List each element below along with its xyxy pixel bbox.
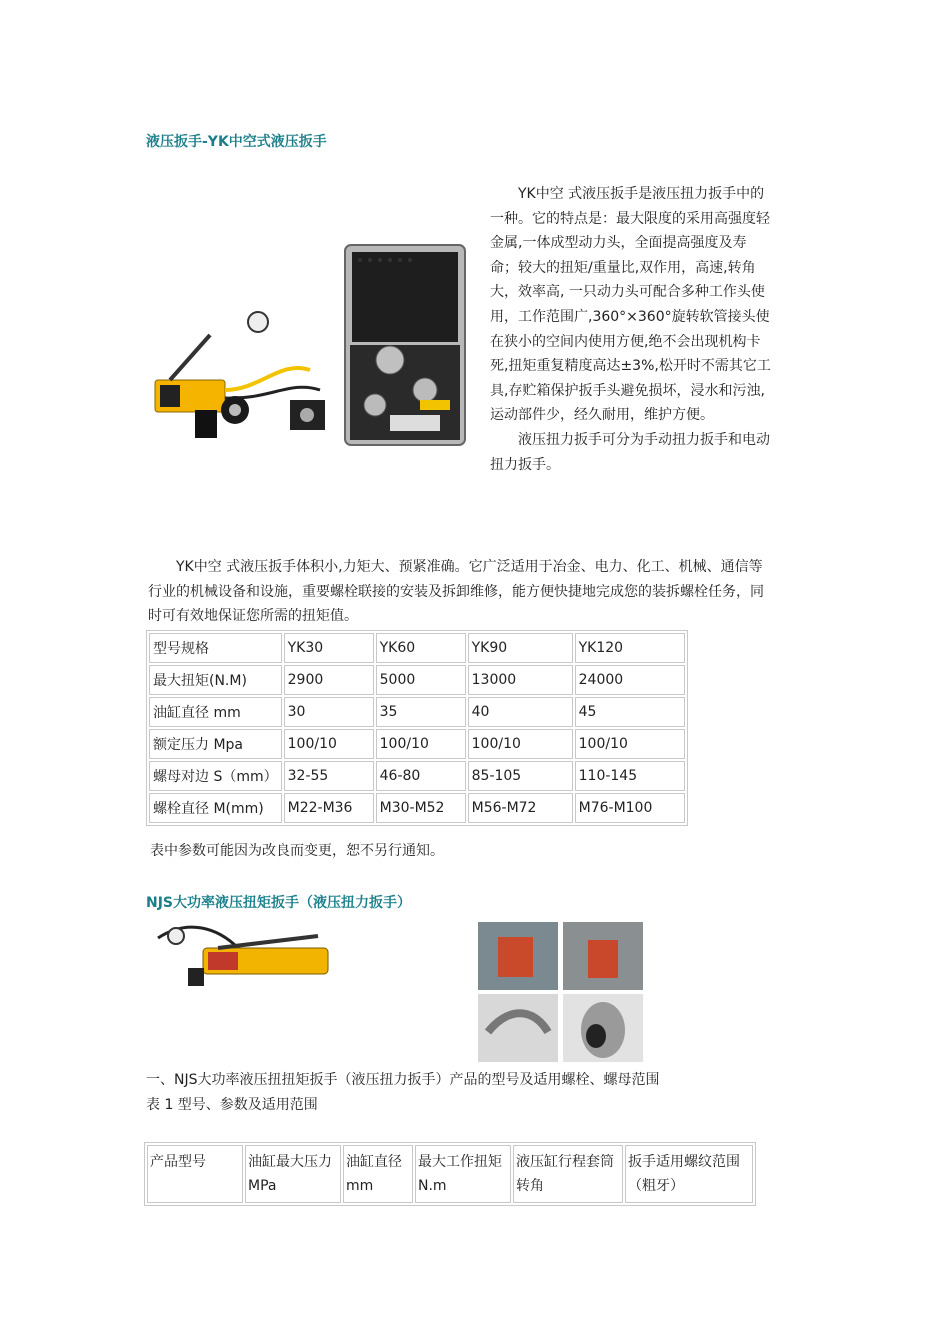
njs-intro-text [146, 1068, 786, 1117]
table-cell: 110-145 [575, 761, 685, 791]
row-label-cell: 油缸直径 mm [149, 697, 282, 727]
njs-line-2: 表 1 型号、参数及适用范围 [146, 1096, 318, 1113]
njs-pump-image [148, 918, 334, 990]
table-row [149, 633, 685, 663]
table-cell: 100/10 [575, 729, 685, 759]
yk-spec-table [146, 630, 688, 826]
table-cell: 45 [575, 697, 685, 727]
yk-intro-paragraph-2: 液压扭力扳手可分为手动扭力扳手和电动扭力扳手。 [490, 431, 770, 473]
table-cell: M22-M36 [284, 793, 374, 823]
table-header-cell: 油缸直径 mm [343, 1145, 413, 1203]
table-note: 表中参数可能因为改良而变更，恕不另行通知。 [150, 843, 444, 859]
table-cell: 46-80 [376, 761, 466, 791]
table-row [149, 729, 685, 759]
table-cell: YK120 [575, 633, 685, 663]
row-label-cell: 最大扭矩(N.M) [149, 665, 282, 695]
table-cell: M56-M72 [468, 793, 573, 823]
yk-wrench-kit-image [150, 240, 470, 460]
table-header-cell: 油缸最大压力 MPa [245, 1145, 341, 1203]
table-cell: 5000 [376, 665, 466, 695]
table-cell: 100/10 [376, 729, 466, 759]
table-cell: YK30 [284, 633, 374, 663]
table-cell: M30-M52 [376, 793, 466, 823]
section-title-yk: 液压扳手-YK中空式液压扳手 [146, 134, 327, 150]
njs-line-1: 一、NJS大功率液压扭扭矩扳手（液压扭力扳手）产品的型号及适用螺栓、螺母范围 [146, 1072, 660, 1088]
section-title-njs: NJS大功率液压扭矩扳手（液压扭力扳手） [146, 895, 412, 911]
table-cell: 2900 [284, 665, 374, 695]
table-cell: 40 [468, 697, 573, 727]
table-cell: 100/10 [468, 729, 573, 759]
row-label-cell: 螺母对边 S（mm） [149, 761, 282, 791]
table-row [149, 793, 685, 823]
table-cell: 30 [284, 697, 374, 727]
yk-body-text: YK中空 式液压扳手体积小,力矩大、预紧准确。它广泛适用于冶金、电力、化工、机械、通信等行业的机械设备和设施，重要螺栓联接的安装及拆卸维修，能方便快捷地完成您的装拆螺栓任务，同时可有效地保证您所需的扭矩值。 [148, 559, 764, 625]
yk-intro-text [490, 182, 774, 477]
table-cell: 35 [376, 697, 466, 727]
table-row [149, 665, 685, 695]
row-label-cell: 螺栓直径 M(mm) [149, 793, 282, 823]
table-cell: 24000 [575, 665, 685, 695]
njs-spec-table [144, 1142, 756, 1206]
table-cell: 13000 [468, 665, 573, 695]
table-header-row [147, 1145, 753, 1203]
table-cell: YK90 [468, 633, 573, 663]
row-label-cell: 型号规格 [149, 633, 282, 663]
table-cell: 85-105 [468, 761, 573, 791]
table-header-cell: 产品型号 [147, 1145, 243, 1203]
table-cell: 100/10 [284, 729, 374, 759]
table-cell: 32-55 [284, 761, 374, 791]
table-cell: M76-M100 [575, 793, 685, 823]
table-header-cell: 最大工作扭矩 N.m [415, 1145, 511, 1203]
table-cell: YK60 [376, 633, 466, 663]
table-header-cell: 液压缸行程套筒转角 [513, 1145, 623, 1203]
njs-usage-photos [478, 922, 648, 1062]
table-header-cell: 扳手适用螺纹范围（粗牙） [625, 1145, 753, 1203]
table-row [149, 761, 685, 791]
yk-intro-paragraph-1: YK中空 式液压扳手是液压扭力扳手中的一种。它的特点是：最大限度的采用高强度轻金属,一体成型动力头，全面提高强度及寿命；较大的扭矩/重量比,双作用，高速,转角大，效率高, 一只动力头可配合多种工作头使用，工作范围广,360°×360°旋转软管接头使在狭小的空间内使用方便,绝不会出现机构卡死,扭矩重复精度高达±3%,松开时不需其它工具,存贮箱保护扳手头避免损坏，浸水和污浊,运动部件少，经久耐用，维护方便。 [490, 186, 771, 424]
row-label-cell: 额定压力 Mpa [149, 729, 282, 759]
table-row [149, 697, 685, 727]
